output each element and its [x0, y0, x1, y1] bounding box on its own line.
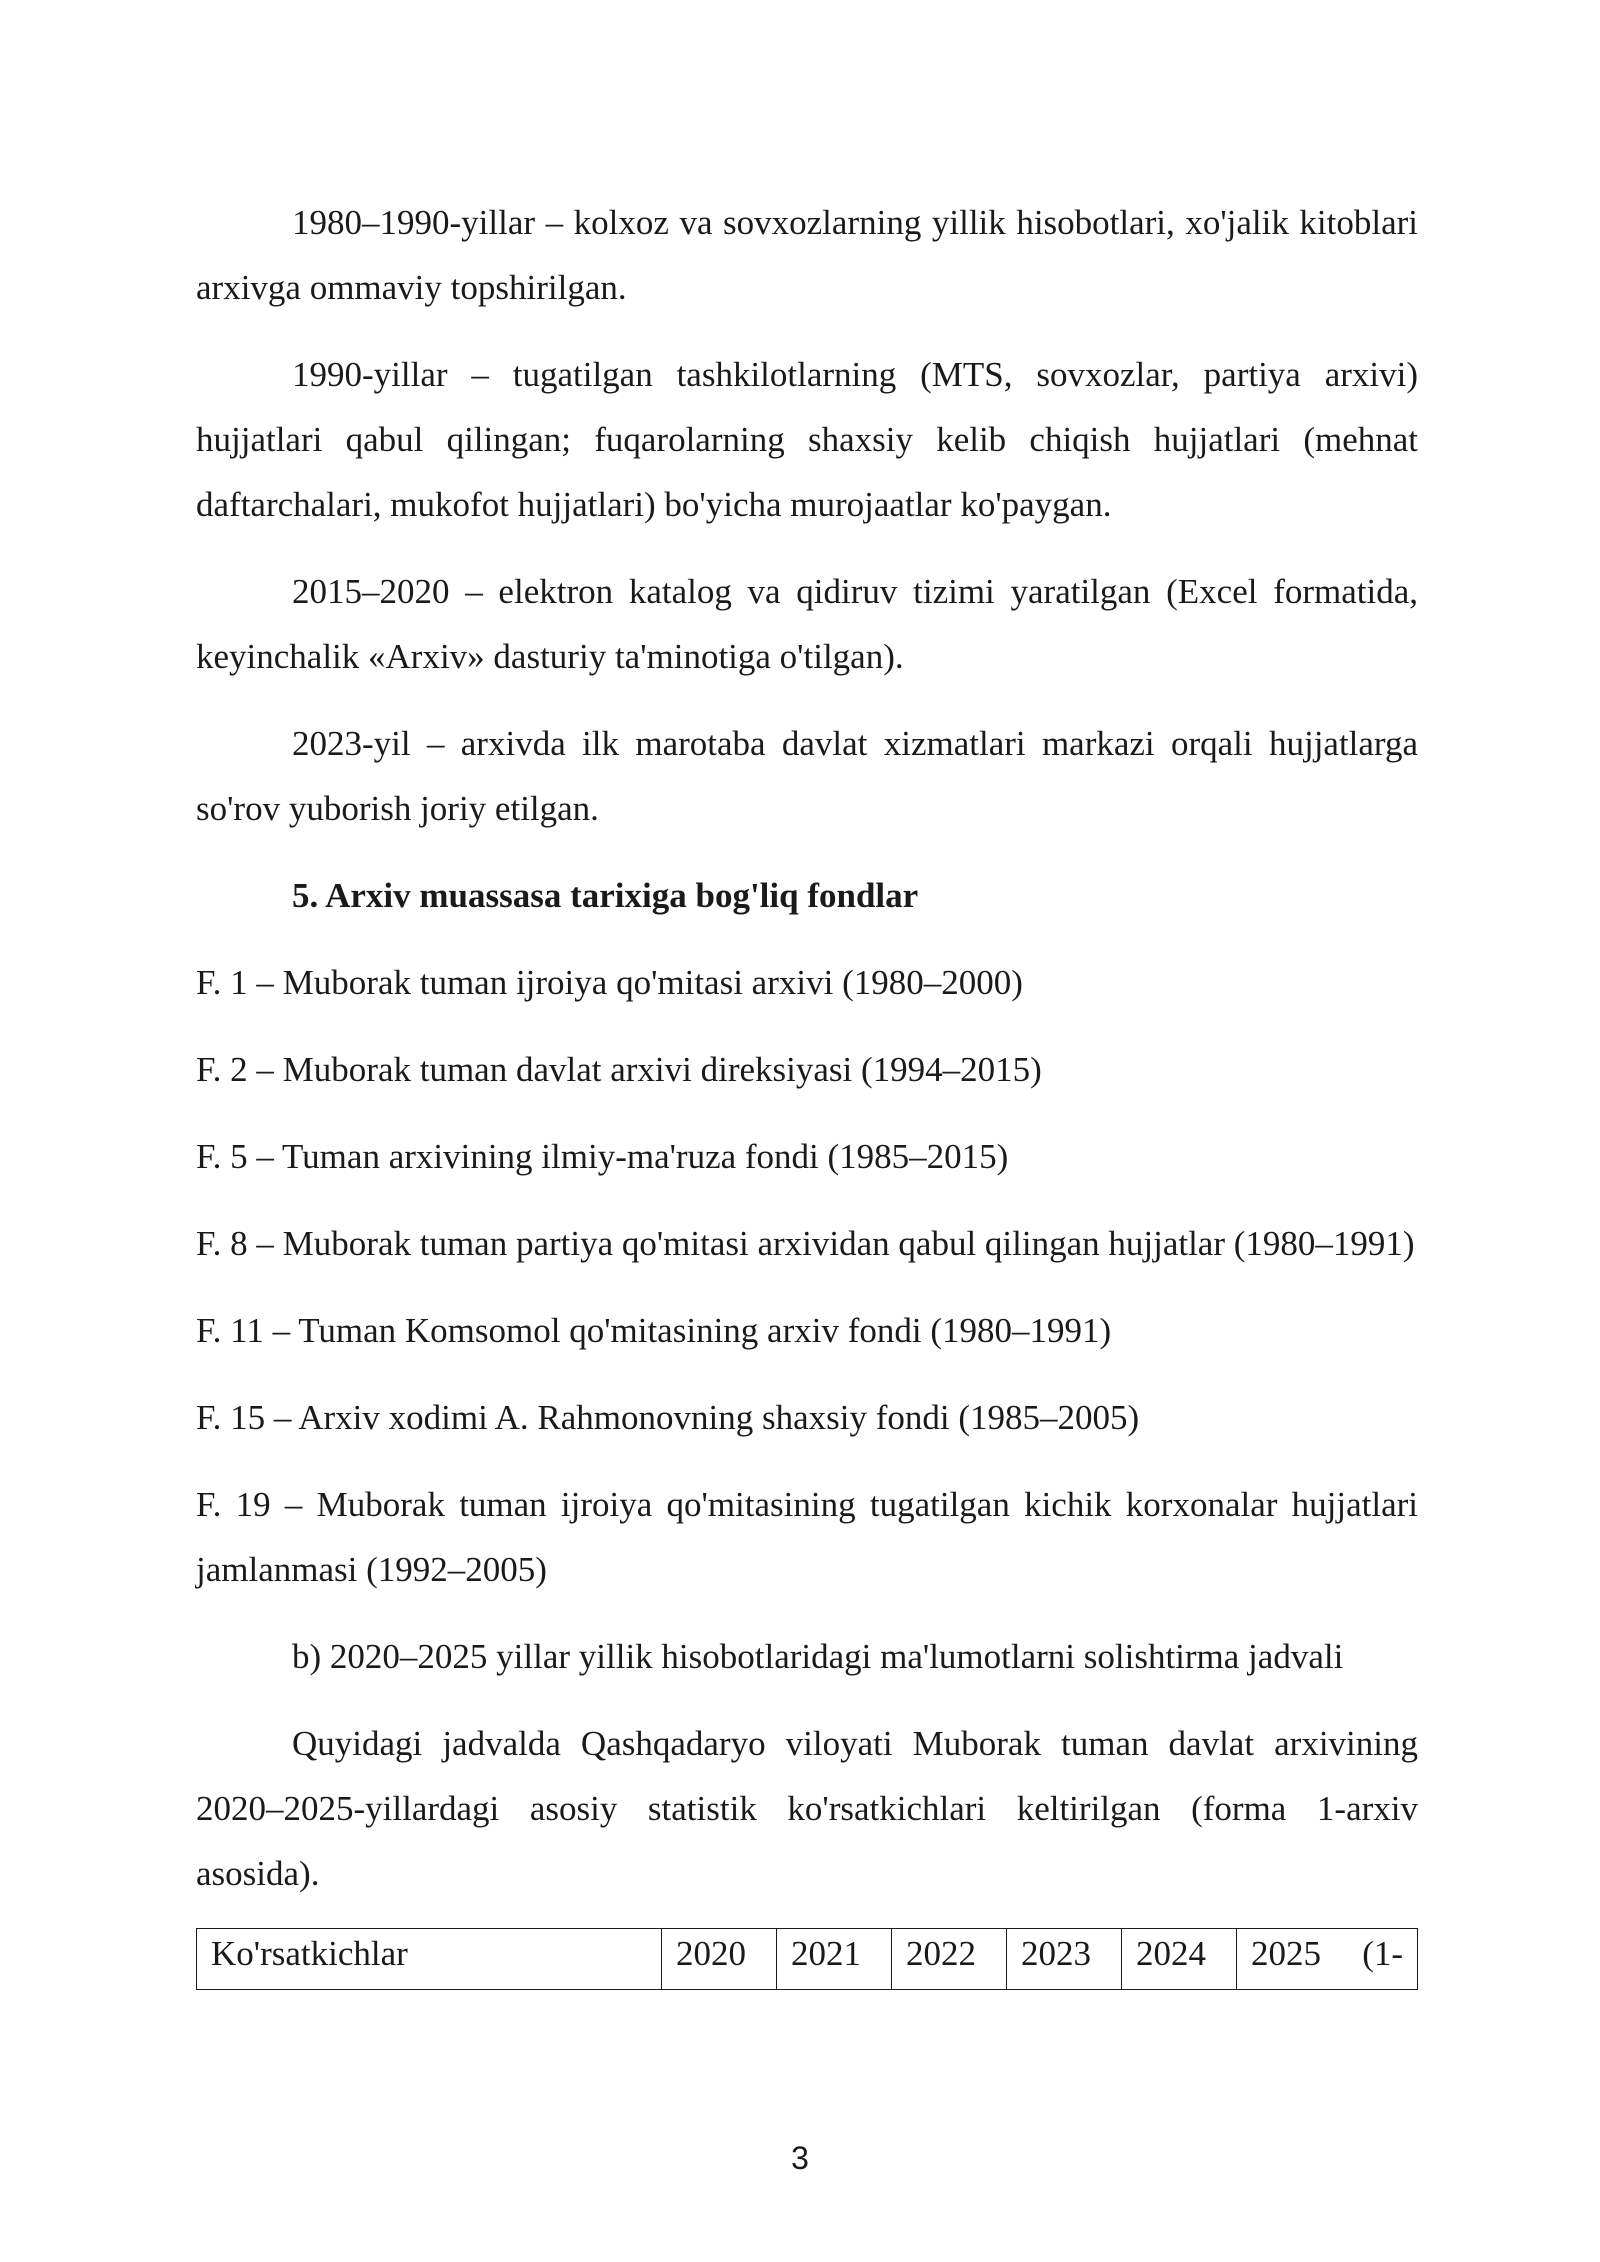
- subsection-heading: b) 2020–2025 yillar yillik hisobotlaridagi ma'lumotlarni solishtirma jadvali: [292, 1637, 1344, 1676]
- page-number: 3: [791, 2140, 809, 2176]
- table-header-year: 2024: [1122, 1929, 1237, 1990]
- fond-item: F. 8 – Muborak tuman partiya qo'mitasi arxividan qabul qilingan hujjatlar (1980–1991): [196, 1224, 1415, 1263]
- fond-item: F. 19 – Muborak tuman ijroiya qo'mitasining tugatilgan kichik korxonalar hujjatlari jamlanmasi (1992–2005): [196, 1485, 1418, 1589]
- fond-item: F. 15 – Arxiv xodimi A. Rahmonovning shaxsiy fondi (1985–2005): [196, 1398, 1140, 1437]
- fond-item: F. 11 – Tuman Komsomol qo'mitasining arxiv fondi (1980–1991): [196, 1311, 1112, 1350]
- fond-item: F. 2 – Muborak tuman davlat arxivi direksiyasi (1994–2015): [196, 1050, 1042, 1089]
- history-paragraph-2023: 2023-yil – arxivda ilk marotaba davlat xizmatlari markazi orqali hujjatlarga so'rov yuborish joriy etilgan.: [196, 724, 1418, 828]
- history-paragraph-1990: 1990-yillar – tugatilgan tashkilotlarning (MTS, sovxozlar, partiya arxivi) hujjatlari qabul qilingan; fuqarolarning shaxsiy kelib chiqish hujjatlari (mehnat daftarchalari, mukofot hujjatlari) bo'yicha murojaatlar ko'paygan.: [196, 355, 1418, 524]
- table-header-year: 2020: [662, 1929, 777, 1990]
- history-paragraph-1980: 1980–1990-yillar – kolxoz va sovxozlarning yillik hisobotlari, xo'jalik kitoblari arxivga ommaviy topshirilgan.: [196, 203, 1418, 307]
- table-header-year: 2025: [1251, 1934, 1321, 1973]
- history-paragraph-2015: 2015–2020 – elektron katalog va qidiruv tizimi yaratilgan (Excel formatida, keyinchalik «Arxiv» dasturiy ta'minotiga o'tilgan).: [196, 572, 1418, 676]
- table-header-year: 2022: [892, 1929, 1007, 1990]
- table-header-year: 2021: [777, 1929, 892, 1990]
- table-header-label: Ko'rsatkichlar: [197, 1929, 662, 1990]
- statistics-table: [196, 1928, 1418, 1990]
- fond-item: F. 1 – Muborak tuman ijroiya qo'mitasi arxivi (1980–2000): [196, 963, 1023, 1002]
- document-page: [196, 190, 1418, 1990]
- table-intro-paragraph: Quyidagi jadvalda Qashqadaryo viloyati Muborak tuman davlat arxivining 2020–2025-yillardagi asosiy statistik ko'rsatkichlari keltirilgan (forma 1-arxiv asosida).: [196, 1724, 1418, 1893]
- table-header-suffix: (1-: [1362, 1934, 1403, 1973]
- fond-item: F. 5 – Tuman arxivining ilmiy-ma'ruza fondi (1985–2015): [196, 1137, 1009, 1176]
- table-header-row: [197, 1929, 1418, 1990]
- table-header-year: 2023: [1007, 1929, 1122, 1990]
- table-header-last-year: [1237, 1929, 1418, 1990]
- section-heading: 5. Arxiv muassasa tarixiga bog'liq fondlar: [292, 876, 919, 915]
